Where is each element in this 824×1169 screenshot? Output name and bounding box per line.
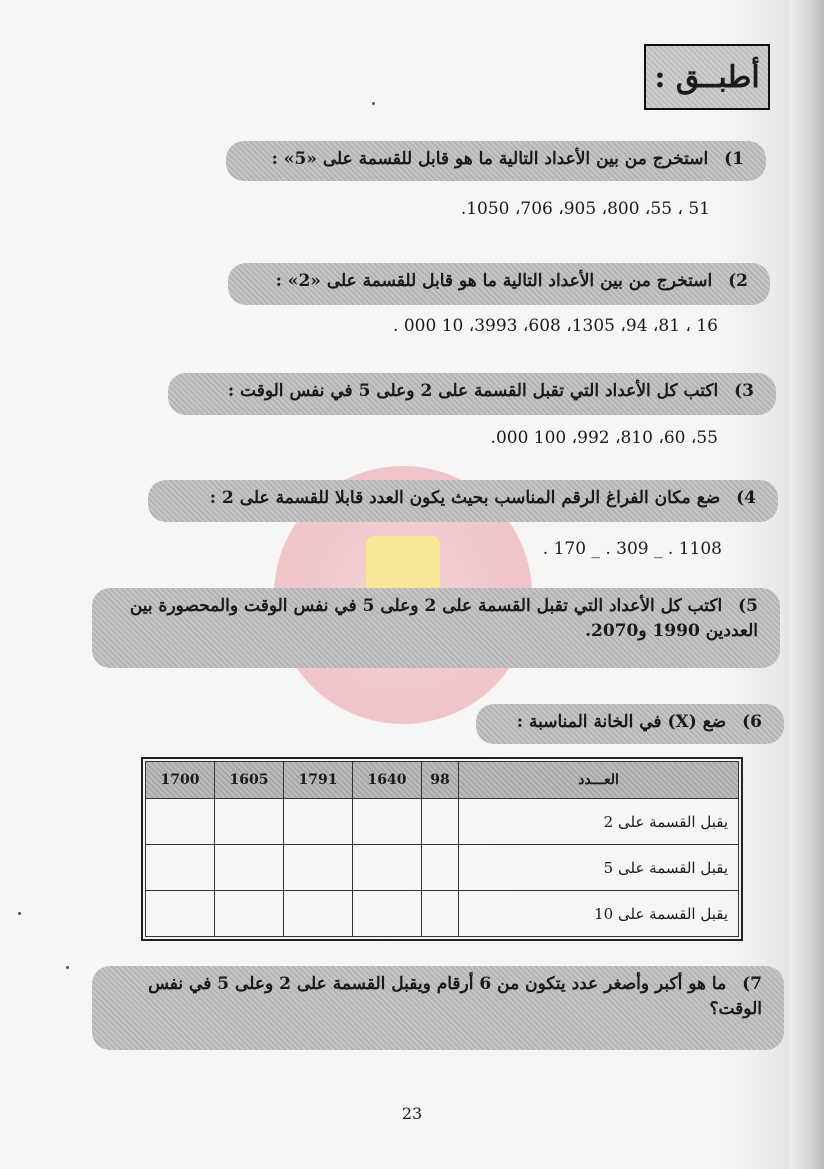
table-row (146, 799, 739, 845)
table-header-row (146, 762, 739, 799)
section-heading (644, 44, 770, 110)
table-cell[interactable] (422, 799, 459, 845)
table-cell[interactable] (353, 799, 422, 845)
table-col-header: 1700 (146, 762, 215, 799)
exercise-3-numbers: 55، 60، 810، 992، 100 000. (490, 428, 718, 448)
table-col-header: 1640 (353, 762, 422, 799)
speck (372, 102, 375, 105)
table-row (146, 845, 739, 891)
exercise-4-instruction (148, 480, 778, 522)
exercise-5-instruction (92, 588, 780, 668)
table-cell[interactable] (353, 845, 422, 891)
table-cell[interactable] (215, 891, 284, 937)
exercise-5-text: اكتب كل الأعداد التي تقبل القسمة على 2 وعلى 5 في نفس الوقت والمحصورة بين العددين 1990 و2070. (129, 596, 758, 641)
table-row-label: يقبل القسمة على 5 (459, 845, 739, 891)
table-cell[interactable] (353, 891, 422, 937)
exercise-4-text: ضع مكان الفراغ الرقم المناسب بحيث يكون العدد قابلا للقسمة على 2 : (209, 488, 721, 508)
divisibility-table (141, 757, 743, 941)
exercise-6-number: 6) (742, 712, 762, 732)
exercise-2-numbers: 16 ، 81، 94، 1305، 608، 3993، 10 000 . (393, 316, 718, 336)
table-row-label: يقبل القسمة على 10 (459, 891, 739, 937)
table-cell[interactable] (215, 799, 284, 845)
exercise-3-instruction (168, 373, 776, 415)
table-cell[interactable] (146, 845, 215, 891)
exercise-2-number: 2) (728, 271, 748, 291)
table-header-label: العـــدد (459, 762, 739, 799)
exercise-6-instruction (476, 704, 784, 744)
table-cell[interactable] (422, 891, 459, 937)
exercise-4-numbers: . 170 _ . 309 _ . 1108 (542, 539, 722, 559)
speck (18, 912, 21, 915)
exercise-7-text: ما هو أكبر وأصغر عدد يتكون من 6 أرقام ويقبل القسمة على 2 وعلى 5 في نفس الوقت؟ (148, 974, 762, 1019)
exercise-6-text: ضع (X) في الخانة المناسبة : (516, 712, 727, 732)
book-icon (366, 536, 440, 592)
table-cell[interactable] (422, 845, 459, 891)
speck (66, 966, 69, 969)
table-cell[interactable] (146, 891, 215, 937)
table-row (146, 891, 739, 937)
table-cell[interactable] (284, 891, 353, 937)
exercise-5-number: 5) (738, 596, 758, 616)
exercise-3-number: 3) (734, 381, 754, 401)
exercise-7-number: 7) (742, 974, 762, 994)
table-cell[interactable] (284, 799, 353, 845)
table-col-header: 98 (422, 762, 459, 799)
page-number: 23 (401, 1104, 423, 1123)
exercise-1-instruction (226, 141, 766, 181)
section-heading-text: أطبــق : (654, 59, 760, 95)
exercise-7-instruction (92, 966, 784, 1050)
exercise-1-numbers: 51 ، 55، 800، 905، 706، 1050. (460, 199, 710, 219)
table-col-header: 1791 (284, 762, 353, 799)
exercise-1-number: 1) (724, 149, 744, 169)
exercise-3-text: اكتب كل الأعداد التي تقبل القسمة على 2 وعلى 5 في نفس الوقت : (227, 381, 719, 401)
table-cell[interactable] (215, 845, 284, 891)
table-row-label: يقبل القسمة على 2 (459, 799, 739, 845)
exercise-4-number: 4) (736, 488, 756, 508)
table-cell[interactable] (284, 845, 353, 891)
table-col-header: 1605 (215, 762, 284, 799)
exercise-1-text: استخرج من بين الأعداد التالية ما هو قابل للقسمة على «5» : (271, 149, 709, 169)
exercise-2-instruction (228, 263, 770, 305)
table-cell[interactable] (146, 799, 215, 845)
book-spine-shadow (790, 0, 824, 1169)
exercise-2-text: استخرج من بين الأعداد التالية ما هو قابل للقسمة على «2» : (275, 271, 713, 291)
